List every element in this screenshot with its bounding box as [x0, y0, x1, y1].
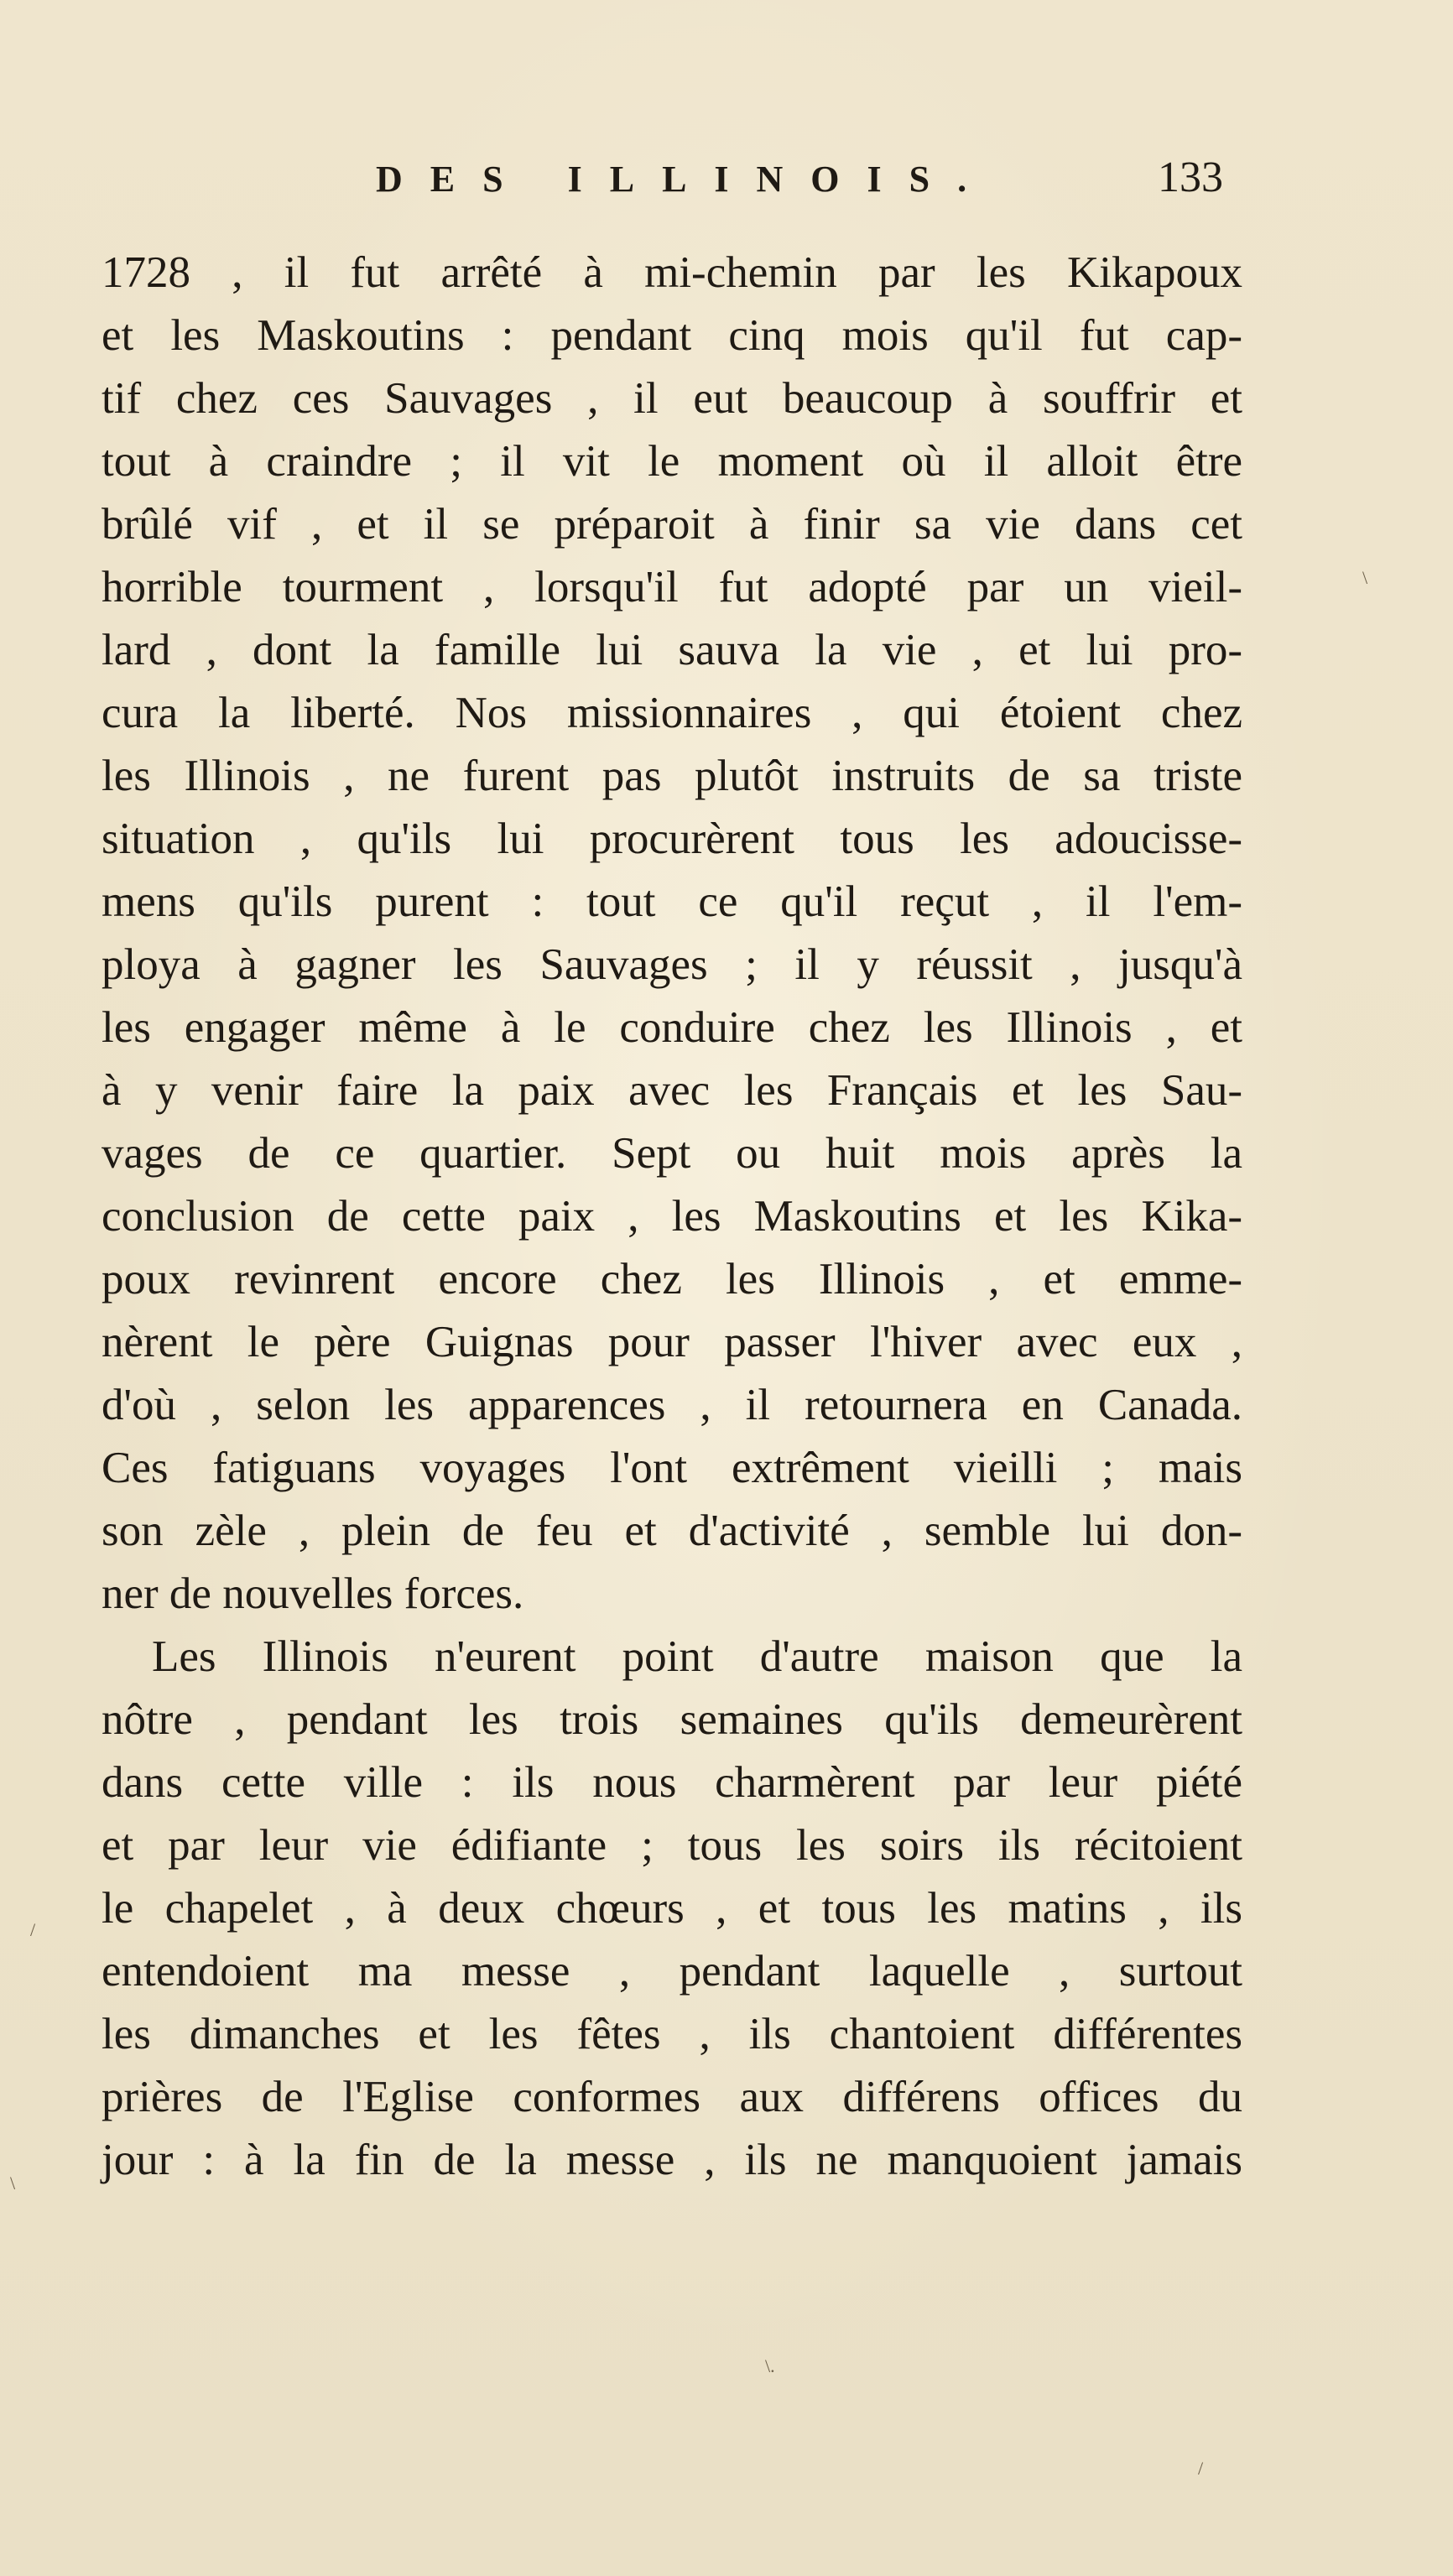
text-line: prières de l'Eglise conformes aux différens offices du [102, 2073, 1242, 2121]
text-line: poux revinrent encore chez les Illinois , et emme- [102, 1255, 1242, 1304]
paper-speck: \ [1362, 567, 1368, 588]
text-line: entendoient ma messe , pendant laquelle , surtout [102, 1947, 1242, 1996]
text-line: Les Illinois n'eurent point d'autre maison que la [152, 1632, 1242, 1681]
text-line: d'où , selon les apparences , il retournera en Canada. [102, 1381, 1242, 1429]
text-line: vages de ce quartier. Sept ou huit mois après la [102, 1129, 1242, 1178]
text-line: conclusion de cette paix , les Maskoutins et les Kika- [102, 1192, 1242, 1241]
text-line: ploya à gagner les Sauvages ; il y réussit , jusqu'à [102, 940, 1242, 989]
text-line: les dimanches et les fêtes , ils chantoient différentes [102, 2010, 1242, 2058]
text-line: ner de nouvelles forces. [102, 1569, 524, 1618]
body-text [102, 242, 1242, 2192]
text-line: lard , dont la famille lui sauva la vie , et lui pro- [102, 626, 1242, 674]
text-line: et par leur vie édifiante ; tous les soirs ils récitoient [102, 1821, 1242, 1870]
text-line: nôtre , pendant les trois semaines qu'ils demeurèrent [102, 1695, 1242, 1744]
text-line: les engager même à le conduire chez les Illinois , et [102, 1003, 1242, 1052]
text-line: brûlé vif , et il se préparoit à finir sa vie dans cet [102, 500, 1242, 549]
text-line: horrible tourment , lorsqu'il fut adopté par un vieil- [102, 563, 1242, 611]
text-line: situation , qu'ils lui procurèrent tous les adoucisse- [102, 814, 1242, 863]
text-line: et les Maskoutins : pendant cinq mois qu'il fut cap- [102, 311, 1242, 360]
text-line: jour : à la fin de la messe , ils ne manquoient jamais [102, 2136, 1242, 2184]
text-line: mens qu'ils purent : tout ce qu'il reçut , il l'em- [102, 877, 1242, 926]
text-line: le chapelet , à deux chœurs , et tous les matins , ils [102, 1884, 1242, 1933]
text-line: tout à craindre ; il vit le moment où il alloit être [102, 437, 1242, 486]
text-line: dans cette ville : ils nous charmèrent par leur piété [102, 1758, 1242, 1807]
page-header [0, 154, 1453, 208]
paper-speck: \ [10, 2173, 16, 2194]
text-line: à y venir faire la paix avec les Français et les Sau- [102, 1066, 1242, 1115]
text-line: tif chez ces Sauvages , il eut beaucoup à souffrir et [102, 374, 1242, 423]
paper-speck: / [1198, 2458, 1204, 2479]
text-line: Ces fatiguans voyages l'ont extrêment vieilli ; mais [102, 1444, 1242, 1492]
text-line: cura la liberté. Nos missionnaires , qui étoient chez [102, 689, 1242, 737]
text-line: nèrent le père Guignas pour passer l'hiver avec eux , [102, 1318, 1242, 1366]
page-number: 133 [1158, 154, 1223, 201]
text-line: 1728 , il fut arrêté à mi-chemin par les Kikapoux [102, 248, 1242, 297]
paper-speck: / [30, 1919, 36, 1940]
paper-speck: \. [765, 2355, 775, 2376]
text-line: son zèle , plein de feu et d'activité , semble lui don- [102, 1507, 1242, 1555]
running-title: DES ILLINOIS. [376, 159, 995, 200]
text-line: les Illinois , ne furent pas plutôt instruits de sa triste [102, 752, 1242, 800]
